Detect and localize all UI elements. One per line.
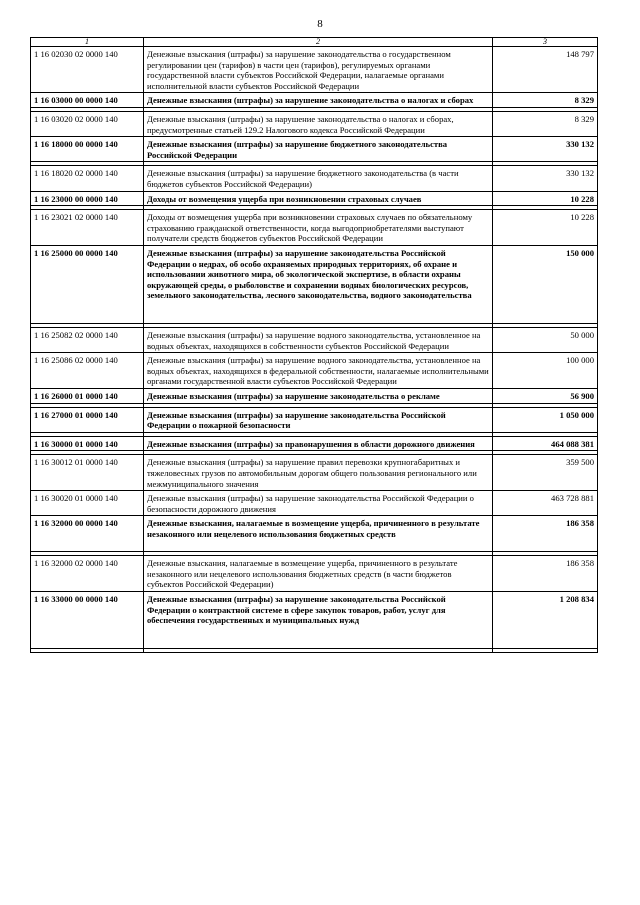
revenue-description: Денежные взыскания, налагаемые в возмещение ущерба, причиненного в результате незаконного или нецелевого использования бюджетных средств bbox=[144, 516, 493, 552]
revenue-amount: 8 329 bbox=[493, 93, 598, 108]
revenue-description: Денежные взыскания (штрафы) за нарушение законодательства Российской Федерации о безопасности дорожного движения bbox=[144, 491, 493, 516]
revenue-amount: 1 208 834 bbox=[493, 591, 598, 648]
separator-cell bbox=[493, 648, 598, 652]
revenue-description: Денежные взыскания (штрафы) за правонарушения в области дорожного движения bbox=[144, 436, 493, 451]
column-number: 1 bbox=[31, 38, 144, 47]
classification-code: 1 16 23021 02 0000 140 bbox=[31, 210, 144, 246]
table-row bbox=[31, 328, 598, 353]
revenue-amount: 1 050 000 bbox=[493, 407, 598, 432]
classification-code: 1 16 03000 00 0000 140 bbox=[31, 93, 144, 108]
table-row bbox=[31, 436, 598, 451]
classification-code: 1 16 27000 01 0000 140 bbox=[31, 407, 144, 432]
table-row bbox=[31, 556, 598, 592]
table-row bbox=[31, 516, 598, 552]
classification-code: 1 16 18020 02 0000 140 bbox=[31, 166, 144, 191]
column-number: 2 bbox=[144, 38, 493, 47]
revenue-amount: 330 132 bbox=[493, 166, 598, 191]
classification-code: 1 16 25082 02 0000 140 bbox=[31, 328, 144, 353]
table-row bbox=[31, 407, 598, 432]
table-row bbox=[31, 166, 598, 191]
table-row bbox=[31, 353, 598, 389]
separator-cell bbox=[31, 648, 144, 652]
revenue-amount: 186 358 bbox=[493, 556, 598, 592]
table-row bbox=[31, 389, 598, 404]
revenue-description: Денежные взыскания (штрафы) за нарушение законодательства Российской Федерации о контрактной системе в сфере закупок товаров, работ, услуг для обеспечения государственных и муниципальных нужд bbox=[144, 591, 493, 648]
revenue-description: Денежные взыскания (штрафы) за нарушение законодательства о налогах и сборах bbox=[144, 93, 493, 108]
table-row bbox=[31, 245, 598, 323]
table-row bbox=[31, 191, 598, 206]
revenue-description: Денежные взыскания (штрафы) за нарушение правил перевозки крупногабаритных и тяжеловесных грузов по автомобильным дорогам общего пользования регионального или межмуниципального значения bbox=[144, 455, 493, 491]
budget-revenue-table bbox=[30, 37, 598, 653]
revenue-amount: 10 228 bbox=[493, 191, 598, 206]
classification-code: 1 16 23000 00 0000 140 bbox=[31, 191, 144, 206]
revenue-description: Денежные взыскания (штрафы) за нарушение законодательства о налогах и сборах, предусмотренные статьей 129.2 Налогового кодекса Российской Федерации bbox=[144, 111, 493, 136]
classification-code: 1 16 02030 02 0000 140 bbox=[31, 47, 144, 93]
classification-code: 1 16 30012 01 0000 140 bbox=[31, 455, 144, 491]
revenue-amount: 463 728 881 bbox=[493, 491, 598, 516]
revenue-description: Денежные взыскания (штрафы) за нарушение водного законодательства, установленное на водных объектах, находящихся в федеральной собственности, налагаемые исполнительными органами государственной власти субъектов Российской Федерации bbox=[144, 353, 493, 389]
page-number: 8 bbox=[317, 18, 323, 30]
revenue-amount: 50 000 bbox=[493, 328, 598, 353]
revenue-amount: 148 797 bbox=[493, 47, 598, 93]
revenue-description: Денежные взыскания (штрафы) за нарушение законодательства Российской Федерации о пожарной безопасности bbox=[144, 407, 493, 432]
revenue-amount: 10 228 bbox=[493, 210, 598, 246]
column-number-row bbox=[31, 38, 598, 47]
revenue-amount: 186 358 bbox=[493, 516, 598, 552]
table-row bbox=[31, 591, 598, 648]
table-row bbox=[31, 491, 598, 516]
classification-code: 1 16 30000 01 0000 140 bbox=[31, 436, 144, 451]
revenue-amount: 359 500 bbox=[493, 455, 598, 491]
revenue-description: Денежные взыскания (штрафы) за нарушение бюджетного законодательства (в части бюджетов субъектов Российской Федерации) bbox=[144, 166, 493, 191]
table-body bbox=[31, 47, 598, 653]
revenue-description: Доходы от возмещения ущерба при возникновении страховых случаев по обязательному страхованию гражданской ответственности, когда выгодоприобретателями выступают получатели средств бюджетов субъектов Российской Федерации bbox=[144, 210, 493, 246]
table-row bbox=[31, 111, 598, 136]
revenue-amount: 8 329 bbox=[493, 111, 598, 136]
revenue-description: Денежные взыскания (штрафы) за нарушение законодательства Российской Федерации о недрах, об особо охраняемых природных территориях, об охране и использовании животного мира, об экологической экспертизе, в области охраны окружающей среды, о рыболовстве и сохранении водных биологических ресурсов, земельного законодательства, лесного законодательства, водного законодательства bbox=[144, 245, 493, 323]
classification-code: 1 16 25086 02 0000 140 bbox=[31, 353, 144, 389]
classification-code: 1 16 30020 01 0000 140 bbox=[31, 491, 144, 516]
revenue-amount: 464 088 381 bbox=[493, 436, 598, 451]
classification-code: 1 16 03020 02 0000 140 bbox=[31, 111, 144, 136]
revenue-amount: 56 900 bbox=[493, 389, 598, 404]
classification-code: 1 16 33000 00 0000 140 bbox=[31, 591, 144, 648]
revenue-description: Денежные взыскания (штрафы) за нарушение бюджетного законодательства Российской Федерации bbox=[144, 137, 493, 162]
separator-cell bbox=[144, 648, 493, 652]
classification-code: 1 16 26000 01 0000 140 bbox=[31, 389, 144, 404]
classification-code: 1 16 32000 00 0000 140 bbox=[31, 516, 144, 552]
column-number: 3 bbox=[493, 38, 598, 47]
table-row bbox=[31, 137, 598, 162]
revenue-description: Денежные взыскания, налагаемые в возмещение ущерба, причиненного в результате незаконного или нецелевого использования бюджетных средств (в части бюджетов субъектов Российской Федерации) bbox=[144, 556, 493, 592]
revenue-description: Денежные взыскания (штрафы) за нарушение законодательства о рекламе bbox=[144, 389, 493, 404]
revenue-description: Денежные взыскания (штрафы) за нарушение водного законодательства, установленное на водных объектах, находящихся в собственности субъектов Российской Федерации bbox=[144, 328, 493, 353]
revenue-amount: 330 132 bbox=[493, 137, 598, 162]
revenue-description: Доходы от возмещения ущерба при возникновении страховых случаев bbox=[144, 191, 493, 206]
classification-code: 1 16 32000 02 0000 140 bbox=[31, 556, 144, 592]
table-row bbox=[31, 47, 598, 93]
revenue-description: Денежные взыскания (штрафы) за нарушение законодательства о государственном регулировании цен (тарифов) в части цен (тарифов), регулируемых органами государственной власти субъектов Российской Федерации, налагаемые органами исполнительной власти субъектов Российской Федерации bbox=[144, 47, 493, 93]
classification-code: 1 16 18000 00 0000 140 bbox=[31, 137, 144, 162]
row-separator bbox=[31, 648, 598, 652]
table-row bbox=[31, 93, 598, 108]
revenue-amount: 150 000 bbox=[493, 245, 598, 323]
table-row bbox=[31, 455, 598, 491]
revenue-amount: 100 000 bbox=[493, 353, 598, 389]
classification-code: 1 16 25000 00 0000 140 bbox=[31, 245, 144, 323]
table-row bbox=[31, 210, 598, 246]
